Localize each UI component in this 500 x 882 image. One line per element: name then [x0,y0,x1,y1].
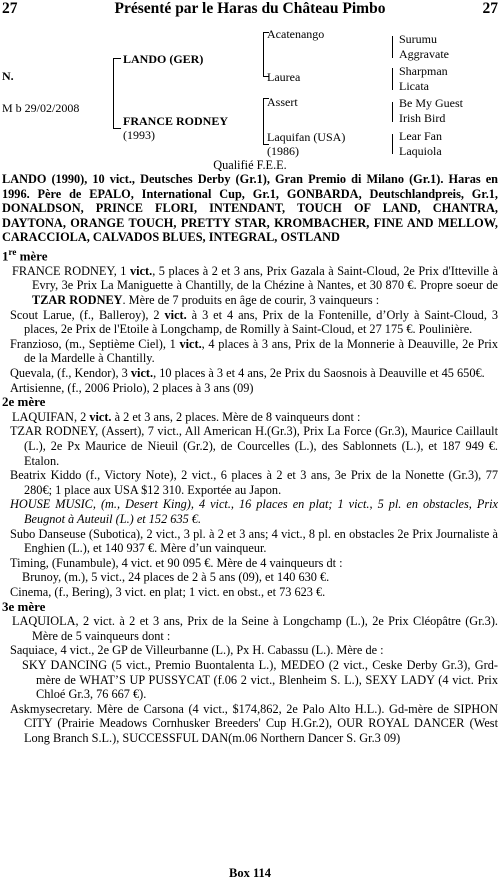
produce-entry: Askmysecretary. Mère de Carsona (4 vict., $174,862, 2e Palo Alto H.L.). Gd-mère de SIPHON CITY (Prairie Meadows Cornhusker Breeders' Cup H.Gr.2), OUR ROYAL DANCER (West Long Branch S.L.), SUCCESSFUL DAN(m.06 Northern Dancer S. Gr.3 09) [10,701,498,745]
gen3-dds: Lear Fan [399,129,442,143]
horse-name: N. [2,69,14,83]
heading-superscript: re [8,246,17,257]
gen3-bracket [392,102,393,122]
vict-bold: vict. [130,366,154,381]
text: , 1 [113,263,130,278]
horse-info: M b 29/02/2008 [2,101,80,115]
produce-entry: Saquiace, 4 vict., 2e GP de Villeurbanne (L.), Px H. Cabassu (L.). Mère de : [10,643,384,658]
text: , 2 [73,409,90,424]
vict-bold: vict. [179,336,202,351]
text: à 3 et 4 ans, Prix de la Fontenille, d’Orly à Saint-Cloud, 3 places, 2e Prix de l'Etoile à Longchamp, de Romilly à Saint-Cloud, et 27 175 €. Poulinière. [24,307,498,337]
gen3-bracket [392,68,393,90]
gen3-bracket [392,134,393,154]
box-number: Box 114 [228,866,272,880]
page-number-right: 27 [482,0,498,17]
vict-bold: vict. [164,307,187,322]
gen3-sss: Surumu [399,32,438,46]
produce-entry [2,381,498,396]
text: à 2 et 3 ans, 2 places. Mère de 8 vainqueurs dont : [111,409,361,424]
text: Scout Larue, (f., Balleroy), 2 [10,307,165,322]
dam-name: FRANCE RODNEY [123,114,228,128]
first-dam-heading [2,245,498,264]
gen3-dss: Be My Guest [399,96,463,110]
text: , 4 places à 3 ans, Prix de la Monnerie à Deauville, 2e Prix de la Mardelle à Chantilly. [24,336,498,366]
pedigree-chart [0,26,500,158]
gen2-bracket-dam [263,98,264,144]
sire-dam: Laurea [267,70,301,84]
catalogue-body [2,172,498,745]
text: Artisienne, (f., 2006 Priolo), 2 places à 3 ans (09) [10,380,254,395]
vict-bold: vict. [130,263,153,278]
heading-word: mère [16,248,48,264]
dam-year: (1993) [123,128,155,142]
text: Quevala, (f., Kendor), 3 [10,366,131,381]
produce-subentry: Brunoy, (m.), 5 vict., 24 places de 2 à 5 ans (09), et 140 630 €. [22,570,330,585]
sire-sire: Acatenango [267,27,325,41]
text: . Mère de 7 produits en âge de courir, 3 vainqueurs : [122,293,380,308]
produce-entry [2,366,498,381]
third-dam-heading: 3e mère [2,598,46,614]
text: , 5 places à 2 et 3 ans, Prix Gazala à Saint-Cloud, 2e Prix d'Itteville à Evry, 3e Prix La Maniguette à Chantilly, de la Chézine à Nantes, et 30 870 €. Propre soeur de [32,263,498,293]
gen1-bracket [113,58,114,128]
gen3-sds: Sharpman [399,64,448,78]
dam-dam: Laquifan (USA) [267,130,346,144]
produce-entry [2,308,498,337]
produce-entry: Subo Danseuse (Subotica), 2 vict., 3 pl. à 2 et 3 ans; 4 vict., 8 pl. en obstacles 2e Prix Journaliste à Enghien (L.), et 140 937 €. Mère d’un vainqueur. [10,526,498,556]
sire-name: LANDO (GER) [123,52,204,66]
produce-entry: TZAR RODNEY, (Assert), 7 vict., All American H.(Gr.3), Prix La Force (Gr.3), Maurice Caillault (L.), 2e Px Maurice de Nieuil (Gr.2), de Courcelles (L.), des Sablonnets (L.), et 187 949 €. Etalon. [10,424,498,468]
text: Franzioso, (m., Septième Ciel), 1 [10,336,180,351]
sibling-name: TZAR RODNEY [32,293,123,308]
sire-paragraph: LANDO (1990), 10 vict., Deutsches Derby (Gr.1), Gran Premio di Milano (Gr.1). Haras en 1996. Père de EPALO, International Cup, Gr.1, GONBARDA, Deutschlandpreis, Gr.1, DONALDSON, PRINCE FLORI, INTENDANT, TOUCH OF LAND, CHANTRA, DAYTONA, ORANGE TOUCH, PRETTY STAR, KROMBACHER, FINE AND MELLOW, CARACCIOLA, CALVADOS BLUES, INTEGRAL, OSTLAND [2,172,498,245]
gen1-tick-bottom [113,128,121,129]
third-dam-paragraph: LAQUIOLA, 2 vict. à 2 et 3 ans, Prix de la Seine à Longchamp (L.), 2e Prix Cléopâtre (Gr.3). Mère de 5 vainqueurs dont : [12,614,498,643]
produce-entry: Timing, (Funambule), 4 vict. et 90 095 €. Mère de 4 vainqueurs dt : [10,555,343,570]
page-title: Présenté par le Haras du Château Pimbo [114,0,386,17]
produce-entry: Beatrix Kiddo (f., Victory Note), 2 vict., 6 places à 2 et 3 ans, 3e Prix de la Nonette (Gr.3), 77 280€; 1 place aux USA $12 310. Exportée au Japon. [10,468,498,497]
gen1-tick-top [113,58,121,59]
gen3-bracket [392,36,393,58]
produce-entry: Cinema, (f., Bering), 3 vict. en plat; 1 vict. en obst., et 73 623 €. [10,584,326,599]
gen2-bracket-sire [263,32,264,76]
gen3-ssd: Aggravate [399,47,449,61]
produce-entry: HOUSE MUSIC, (m., Desert King), 4 vict., 16 places en plat; 1 vict., 5 pl. en obstacles, Prix Beugnot à Auteuil (L.) et 152 635 €. [10,497,498,526]
second-dam-heading: 2e mère [2,394,46,410]
produce-entry [2,337,498,366]
second-dam-paragraph [2,410,498,425]
vict-bold: vict. [89,409,112,424]
page-header [0,2,500,22]
gen3-dsd: Irish Bird [399,111,446,125]
page-number-left: 27 [2,0,18,17]
first-dam-name: FRANCE RODNEY [12,263,114,278]
first-dam-paragraph [2,264,498,308]
dam-dam-year: (1986) [267,144,299,158]
qualification-note: Qualifié F.E.E. [213,158,287,172]
produce-subentry: SKY DANCING (5 vict., Premio Buontalenta L.), MEDEO (2 vict., Ceske Derby Gr.3), Grd-mère de WHAT’S UP PUSSYCAT (f.06 2 vict., Blenheim S. L.), SEXY LADY (4 vict. Prix Chloé Gr.3, 76 667 €). [22,657,498,702]
gen3-sdd: Licata [399,79,429,93]
gen3-ddd: Laquiola [399,144,442,158]
text: , 10 places à 3 et 4 ans, 2e Prix du Saosnois à Deauville et 45 650€. [153,366,485,381]
heading-number: 1 [2,248,9,264]
dam-sire: Assert [267,95,298,109]
second-dam-name: LAQUIFAN [12,409,74,424]
